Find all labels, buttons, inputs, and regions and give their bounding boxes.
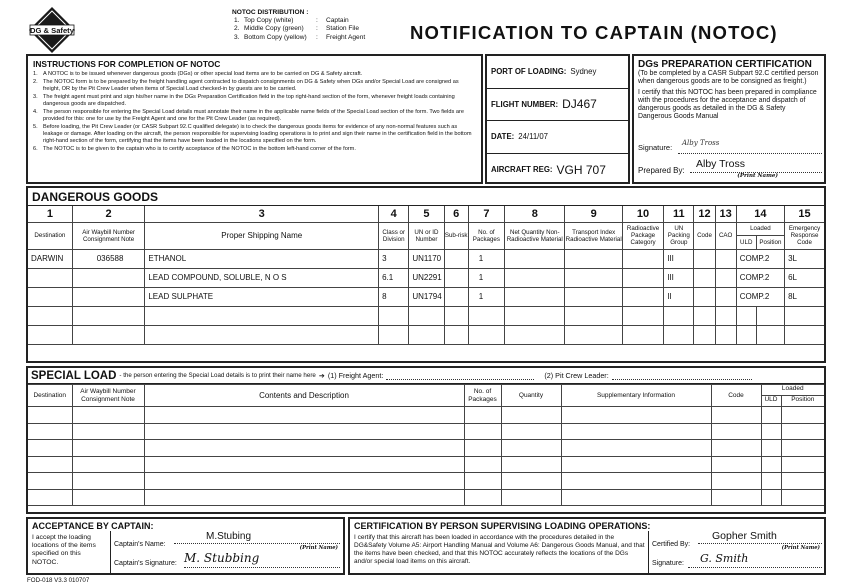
captain-name-field[interactable] [114,531,340,551]
certification-signature-line [688,567,822,568]
cell-net-quantity[interactable] [505,268,565,287]
prepared-by-field[interactable] [638,160,822,174]
cell-net-quantity[interactable] [505,306,565,325]
prepared-by-value: Alby Tross [696,158,746,170]
flight-number-value: DJ467 [562,97,597,112]
instruction-text: The person responsible for entering the Special Load details must annotate their name in the applicable name fields of the Special Load section of the form. Two fields are provided for this: one for use by the Freight Agent and one for the Pit Crew Leader (as required). [43,109,464,122]
header-loaded-label: Loaded [737,223,784,236]
prep-signature-field[interactable] [638,139,822,155]
acceptance-text: I accept the loading locations of the items specified on this NOTOC. [32,534,96,566]
cell-class[interactable]: 6.1 [379,268,409,287]
special-load-section [26,366,826,514]
header-cao: CAO [715,222,736,249]
cell-loaded-uld[interactable] [736,306,756,325]
captain-signature-field[interactable] [114,552,340,570]
cell-code[interactable] [694,325,715,344]
sl-header-uld: ULD [762,396,782,406]
cell-cao[interactable] [715,325,736,344]
cell-net-quantity[interactable] [505,325,565,344]
cell-transport-index[interactable] [565,306,622,325]
cell-radioactive-category[interactable] [622,268,663,287]
cell-loaded-uld[interactable]: COMP.2 [736,287,784,306]
header-loaded [736,222,784,249]
header-packages: No. of Packages [468,222,504,249]
dg-row [28,325,824,344]
instruction-num: 2. [33,79,38,86]
cell-cao[interactable] [715,249,736,268]
cell-un-number[interactable]: UN1794 [409,287,444,306]
certified-print-name-caption: (Print Name) [781,545,820,551]
prep-title: DGs PREPARATION CERTIFICATION [638,59,812,70]
captain-signature: M. Stubbing [184,551,260,565]
instructions-list [33,71,476,153]
cell-sub-risk[interactable] [444,306,468,325]
cell-cao[interactable] [715,268,736,287]
certified-by-field[interactable] [652,530,822,551]
dg-row [28,268,824,287]
cell-packing-group[interactable] [664,306,694,325]
cell-net-quantity[interactable] [505,287,565,306]
sl-row[interactable] [28,407,824,424]
distribution-recipient: Captain [326,17,349,25]
cell-radioactive-category[interactable] [622,249,663,268]
cell-transport-index[interactable] [565,287,622,306]
column-number: 10 [622,206,663,222]
certified-by-value: Gopher Smith [712,530,777,542]
instruction-text: The freight agent must print and sign his/her name in the DGs Preparation Certification field in the top right-hand section of the form, whenever freight loads containing dangerous goods are dispatched. [43,94,455,107]
cell-packages[interactable] [468,306,504,325]
cell-packing-group[interactable]: III [664,249,694,268]
cell-destination[interactable] [28,306,72,325]
freight-agent-input[interactable] [386,372,534,380]
cell-un-number[interactable] [409,306,444,325]
cell-loaded-position[interactable] [756,306,784,325]
sl-header-loaded-label: Loaded [762,385,825,396]
sl-header-loaded [761,385,824,407]
cell-emergency-response-code[interactable]: 3L [785,249,824,268]
cell-packing-group[interactable]: III [664,268,694,287]
instruction-item [33,124,476,144]
flight-info-panel [485,54,630,184]
cell-proper-shipping-name[interactable]: ETHANOL [145,249,379,268]
pit-crew-leader-label: (2) Pit Crew Leader: [544,371,609,380]
dg-row [28,287,824,306]
instruction-text: A NOTOC is to be issued whenever dangerous goods (DGs) or other special load items are to be carried on DG & Safety aircraft. [43,71,363,77]
distribution-copy: Top Copy (white) [244,17,294,25]
special-load-subtitle: - the person entering the Special Load details is to print their name here [119,372,316,379]
cell-destination[interactable] [28,325,72,344]
dangerous-goods-title: DANGEROUS GOODS [28,188,824,206]
certification-signature: G. Smith [700,552,749,565]
dangerous-goods-section [26,186,826,363]
cell-packing-group[interactable] [664,325,694,344]
distribution-num: 2. [234,25,240,33]
certification-signature-field[interactable] [652,552,822,570]
instruction-num: 6. [33,146,38,152]
cell-air-waybill[interactable] [72,287,145,306]
certification-text: I certify that this aircraft has been loaded in accordance with the procedures detailed in the DG&Safety Volume A5: Airport Handling Manual and Volume A6: Dangerous Goods Manual, and that the items have been checked, and that this NOTOC accurately reflects the locations of the DGs and/or special load items on this aircraft. [354,534,645,565]
cell-sub-risk[interactable] [444,268,468,287]
instruction-text: The NOTOC is to be given to the captain who is to certify acceptance of the NOTOC in the bottom left-hand corner of the form. [43,146,356,152]
pit-crew-leader-input[interactable] [612,372,752,380]
header-proper-shipping-name: Proper Shipping Name [145,222,379,249]
header-radioactive-category: Radioactive Package Category [622,222,663,249]
distribution-row [232,17,412,25]
column-number: 13 [715,206,736,222]
cell-emergency-response-code[interactable] [785,306,824,325]
distribution-num: 3. [234,33,240,41]
prep-signature-line [678,153,822,154]
cell-transport-index[interactable] [565,325,622,344]
arrow-right-icon: ➔ [318,371,325,380]
column-number: 14 [736,206,784,222]
cell-destination[interactable] [28,287,72,306]
cell-class[interactable] [379,306,409,325]
date-field[interactable] [487,121,628,154]
cell-sub-risk[interactable] [444,249,468,268]
distribution-sep: : [316,17,318,25]
cell-un-number[interactable]: UN2291 [409,268,444,287]
certified-by-line [698,543,822,544]
special-load-title: SPECIAL LOAD [31,369,117,382]
cell-destination[interactable]: DARWIN [28,249,72,268]
header-class: Class or Division [379,222,409,249]
cell-code[interactable] [694,306,715,325]
column-number: 9 [565,206,622,222]
logo-text: DG & Safety [30,26,74,35]
column-number: 15 [785,206,824,222]
header-destination: Destination [28,222,72,249]
captain-signature-label: Captain's Signature: [114,560,177,567]
cell-class[interactable] [379,325,409,344]
sl-header-position: Position [791,396,815,403]
header-un-number: UN or ID Number [409,222,444,249]
distribution-sep: : [316,25,318,33]
sl-row[interactable] [28,456,824,473]
cell-emergency-response-code[interactable] [785,325,824,344]
cell-transport-index[interactable] [565,268,622,287]
distribution-row [232,34,412,42]
cell-packing-group[interactable]: II [664,287,694,306]
cell-proper-shipping-name[interactable] [145,306,379,325]
flight-number-field[interactable] [487,89,628,122]
prepared-by-label: Prepared By: [638,166,685,175]
instruction-num: 5. [33,124,38,131]
cell-loaded-uld[interactable]: COMP.2 [736,249,784,268]
cell-radioactive-category[interactable] [622,306,663,325]
prep-signature: Alby Tross [682,139,720,147]
column-number: 2 [72,206,145,222]
notoc-distribution [232,9,412,42]
sl-header-supplementary: Supplementary Information [561,385,711,407]
cell-proper-shipping-name[interactable] [145,325,379,344]
date-label: DATE: [491,132,515,142]
certification-divider [648,531,649,573]
cell-un-number[interactable] [409,325,444,344]
cell-radioactive-category[interactable] [622,325,663,344]
acceptance-title: ACCEPTANCE BY CAPTAIN: [32,521,154,531]
cell-code[interactable] [694,249,715,268]
cell-destination[interactable] [28,268,72,287]
instructions-title: INSTRUCTIONS FOR COMPLETION OF NOTOC [33,59,221,69]
cell-emergency-response-code[interactable]: 8L [785,287,824,306]
dangerous-goods-table [28,206,824,345]
column-number: 11 [664,206,694,222]
cell-transport-index[interactable] [565,249,622,268]
special-load-header-row [28,385,824,407]
column-number: 7 [468,206,504,222]
captain-print-name-caption: (Print Name) [299,545,338,551]
distribution-sep: : [316,33,318,41]
header-code: Code [694,222,715,249]
instruction-item [33,94,476,107]
cell-emergency-response-code[interactable]: 6L [785,268,824,287]
header-packing-group: UN Packing Group [664,222,694,249]
sl-row[interactable] [28,473,824,490]
distribution-copy: Middle Copy (green) [244,25,304,33]
instruction-item [33,109,476,122]
sl-header-code: Code [711,385,761,407]
prep-signature-label: Signature: [638,143,673,152]
diamond-logo-icon [28,6,76,54]
acceptance-divider [110,531,111,573]
sl-row[interactable] [28,440,824,457]
header-loaded-sub [737,236,784,249]
column-header-row [28,222,824,249]
header-emergency-response-code: Emergency Response Code [785,222,824,249]
port-label: PORT OF LOADING: [491,67,567,77]
cell-loaded-uld[interactable] [736,325,756,344]
column-number: 12 [694,206,715,222]
distribution-recipient: Freight Agent [326,33,366,41]
distribution-row [232,25,412,33]
cell-code[interactable] [694,287,715,306]
captain-name-label: Captain's Name: [114,541,166,548]
cell-un-number[interactable]: UN1170 [409,249,444,268]
cell-radioactive-category[interactable] [622,287,663,306]
certification-signature-label: Signature: [652,560,684,567]
port-of-loading-field[interactable] [487,56,628,89]
cell-sub-risk[interactable] [444,287,468,306]
cell-air-waybill[interactable] [72,306,145,325]
sl-row[interactable] [28,423,824,440]
aircraft-reg-label: AIRCRAFT REG: [491,165,553,175]
prep-text: I certify that this NOTOC has been prepared in compliance with the procedures for the acceptance and dispatch of dangerous goods as detailed in the DG & Safety Dangerous Goods Manual [638,89,817,121]
column-number: 1 [28,206,72,222]
header-sub-risk: Sub-risk [444,222,468,249]
instruction-num: 1. [33,71,38,77]
cell-sub-risk[interactable] [444,325,468,344]
port-value: Sydney [570,67,597,77]
cell-net-quantity[interactable] [505,249,565,268]
instruction-text: The NOTOC form is to be prepared by the freight handling agent contracted to dispatch consignments on DG & Safety when DGs and/or Special Load are consigned as freight, OR by the Pit Crew Leader when items of Special Load checked-in by guests are to be carried. [43,79,459,92]
cell-air-waybill[interactable] [72,325,145,344]
cell-packages[interactable] [468,325,504,344]
captain-signature-line [184,567,340,568]
captain-name-value: M.Stubing [206,531,252,542]
cell-loaded-position[interactable] [756,325,784,344]
special-load-table [28,384,824,506]
flight-number-label: FLIGHT NUMBER: [491,99,559,109]
header-position: Position [759,238,782,246]
header-transport-index: Transport Index Radioactive Material [565,222,622,249]
aircraft-reg-field[interactable] [487,154,628,187]
cell-air-waybill[interactable]: 036588 [72,249,145,268]
distribution-title: NOTOC DISTRIBUTION : [232,9,309,16]
header-air-waybill: Air Waybill Number Consignment Note [72,222,145,249]
cell-air-waybill[interactable] [72,268,145,287]
sl-header-packages: No. of Packages [464,385,501,407]
instructions-panel [26,54,483,184]
cell-proper-shipping-name[interactable]: LEAD SULPHATE [145,287,379,306]
distribution-num: 1. [234,17,240,25]
cell-packages[interactable]: 1 [468,249,504,268]
cell-cao[interactable] [715,306,736,325]
column-number: 5 [409,206,444,222]
instruction-item [33,146,476,153]
form-id: FOD-018 V3.3 010707 [27,577,90,584]
freight-agent-label: (1) Freight Agent: [327,371,384,380]
instruction-num: 4. [33,109,38,116]
header-net-quantity: Net Quantity Non-Radioactive Material [505,222,565,249]
sl-header-air-waybill: Air Waybill Number Consignment Note [72,385,144,407]
cell-proper-shipping-name[interactable]: LEAD COMPOUND, SOLUBLE, N O S [145,268,379,287]
cell-class[interactable]: 3 [379,249,409,268]
prep-note: (To be completed by a CASR Subpart 92.C certified person when dangerous goods are to be consigned as freight.) [638,70,819,86]
dg-safety-logo [28,6,76,54]
cell-class[interactable]: 8 [379,287,409,306]
cell-loaded-uld[interactable]: COMP.2 [736,268,784,287]
certified-by-label: Certified By: [652,541,691,548]
dg-row [28,249,824,268]
prep-print-name-caption: (Print Name) [737,173,778,179]
captain-name-line [174,543,340,544]
cell-code[interactable] [694,268,715,287]
sl-header-destination: Destination [28,385,72,407]
column-number: 3 [145,206,379,222]
loading-certification [348,517,826,575]
column-number-row [28,206,824,222]
instruction-num: 3. [33,94,38,101]
cell-packages[interactable]: 1 [468,287,504,306]
cell-cao[interactable] [715,287,736,306]
sl-header-contents: Contents and Description [144,385,464,407]
dg-row [28,306,824,325]
special-load-header [28,368,824,384]
aircraft-reg-value: VGH 707 [556,162,606,177]
distribution-copy: Bottom Copy (yellow) [244,33,307,41]
column-number: 8 [505,206,565,222]
header-uld: ULD [737,236,757,249]
date-value: 24/11/07 [518,132,549,142]
form-title: NOTIFICATION TO CAPTAIN (NOTOC) [410,22,778,43]
distribution-recipient: Station File [326,25,359,33]
instruction-text: Before loading, the Pit Crew Leader (or CASR Subpart 92.C qualified delegate) is to check the dangerous goods items for evidence of any non-normal features such as leakage or damage. After loading on the aircraft, the person responsible for supervising loading operations is to print and sign their name in the certification field in the bottom right-hand section of the form, certifying that the items have been loaded in the locations specified on the form. [43,124,472,144]
column-number: 6 [444,206,468,222]
dg-preparation-certification [632,54,826,184]
instruction-item [33,79,476,92]
cell-packages[interactable]: 1 [468,268,504,287]
sl-header-quantity: Quantity [501,385,561,407]
certification-title: CERTIFICATION BY PERSON SUPERVISING LOADING OPERATIONS: [354,521,651,531]
sl-header-loaded-sub [762,396,825,406]
sl-row[interactable] [28,489,824,506]
acceptance-by-captain [26,517,345,575]
instruction-item [33,71,476,78]
column-number: 4 [379,206,409,222]
